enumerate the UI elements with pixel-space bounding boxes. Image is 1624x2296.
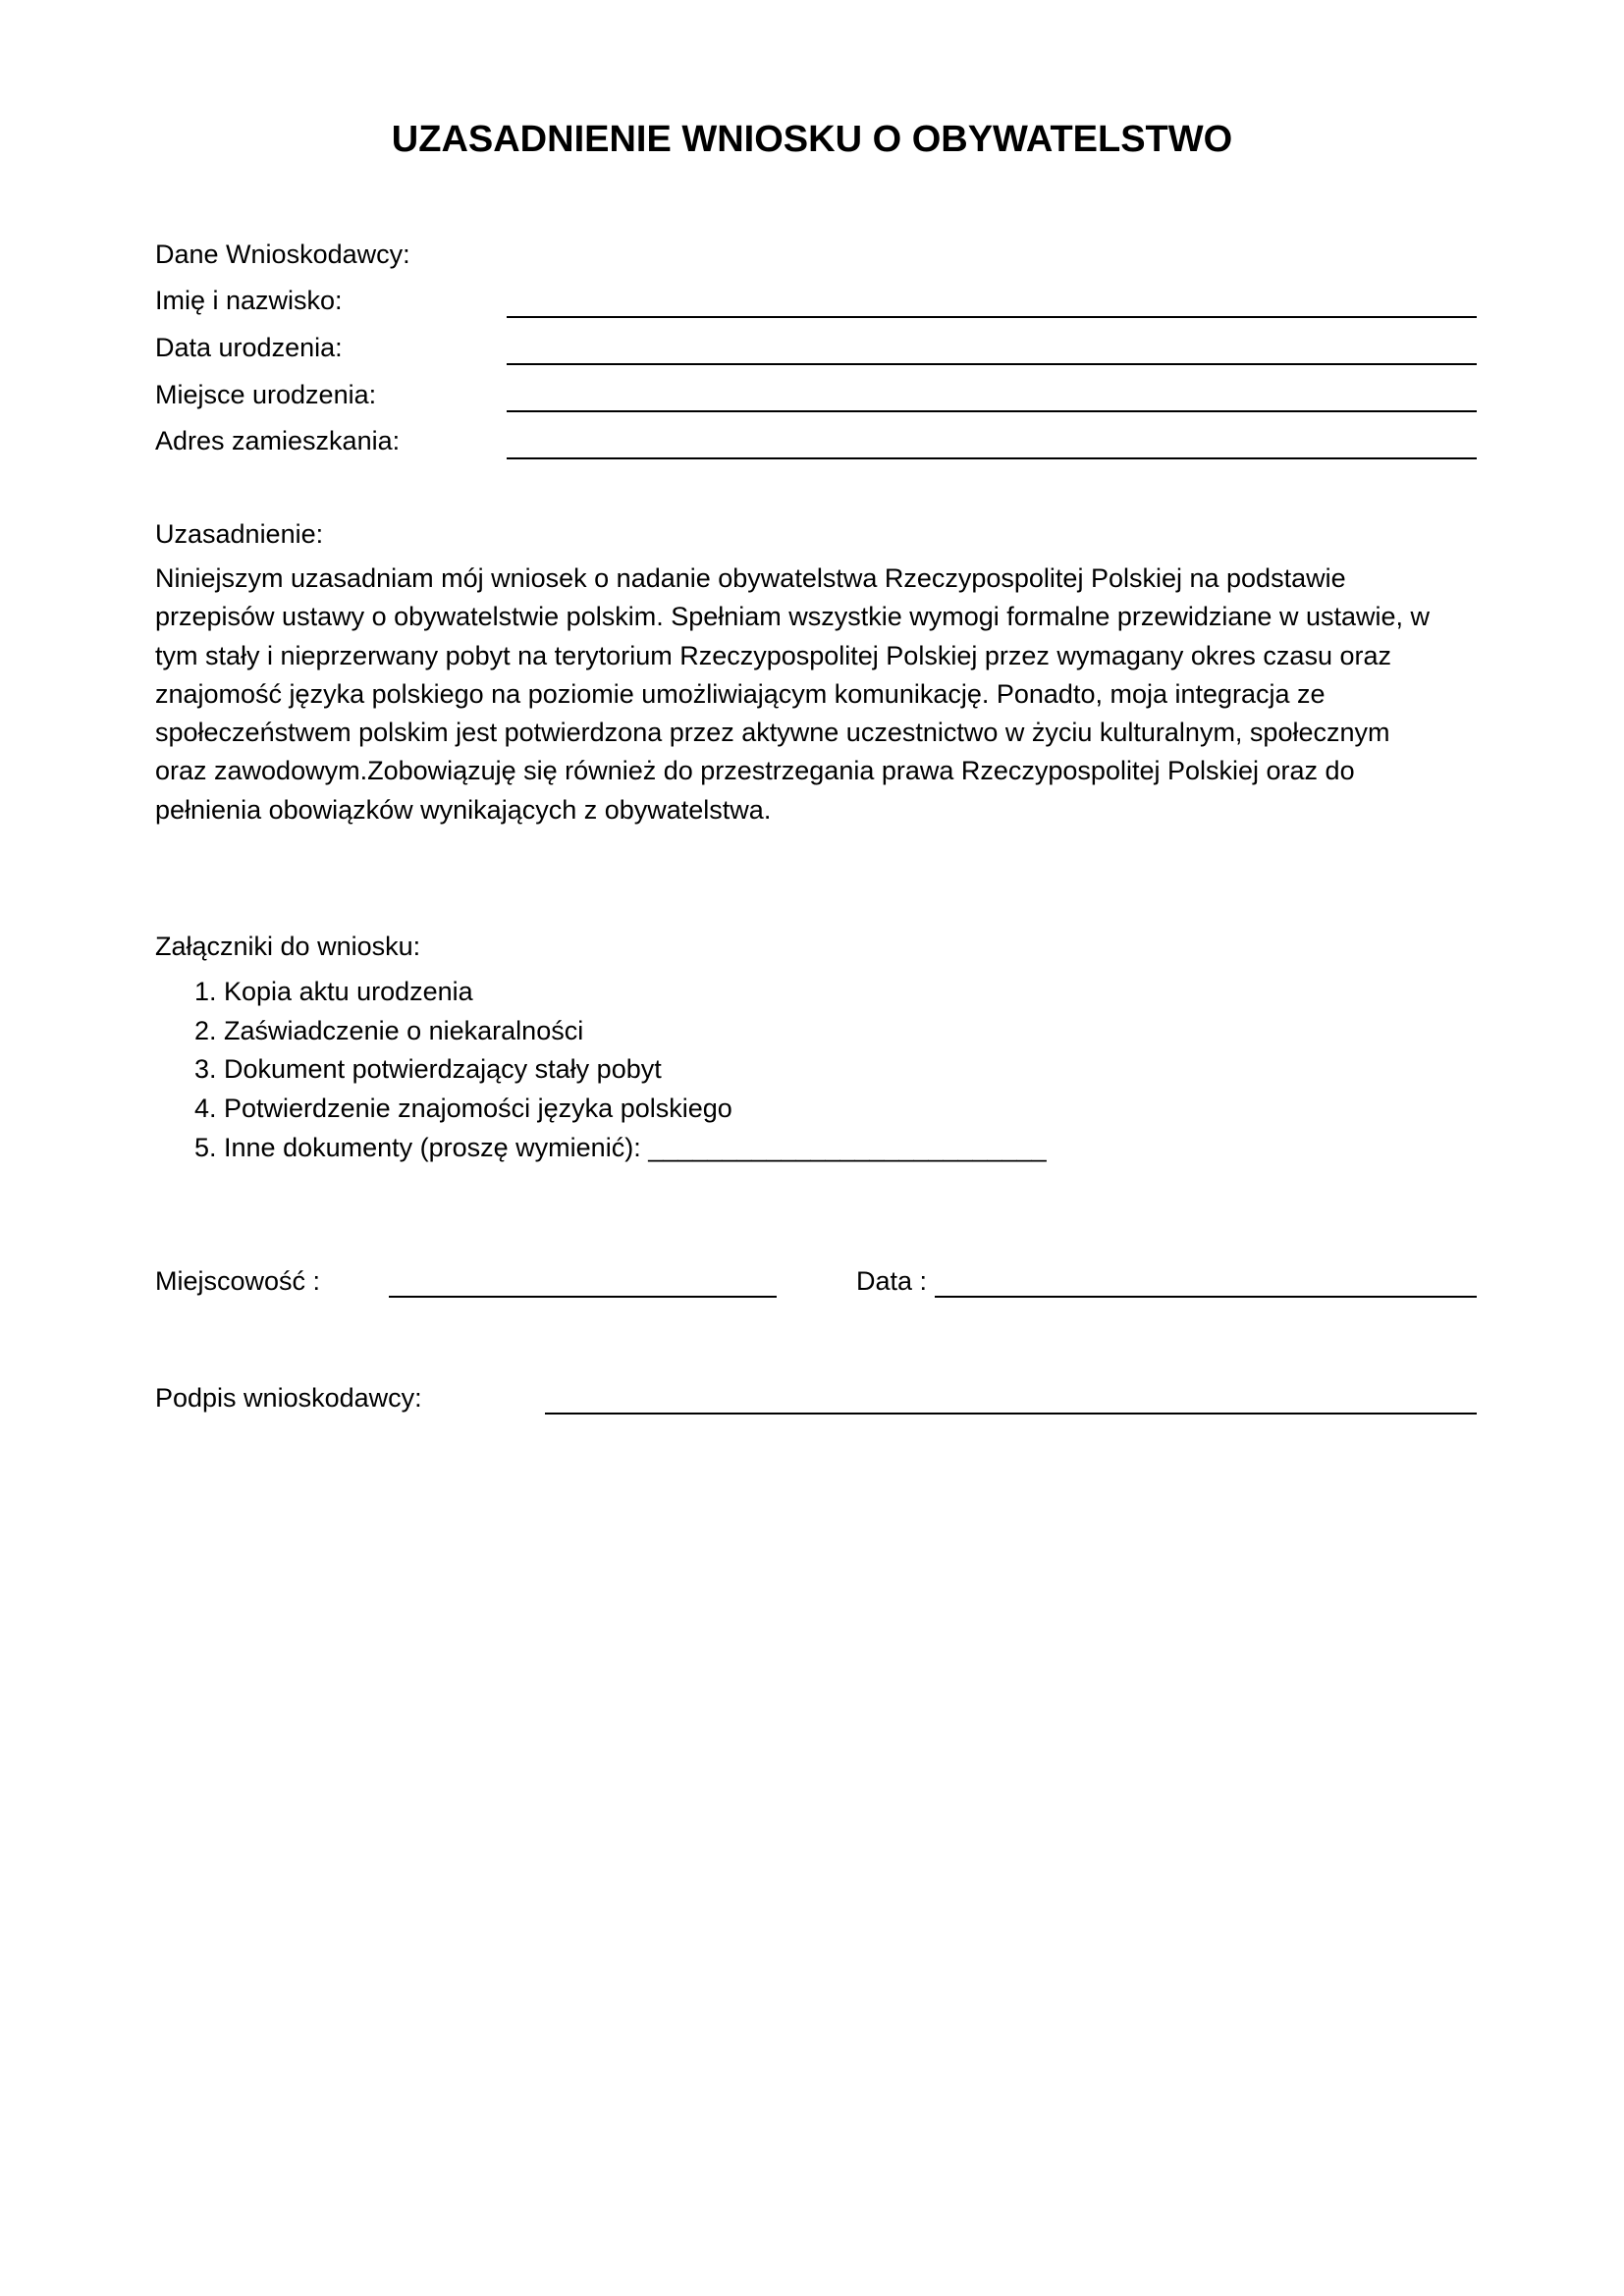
full-name-field[interactable] (507, 316, 1477, 318)
justification-label: Uzasadnienie: (155, 519, 324, 549)
attachment-item: 2. Zaświadczenie o niekaralności (194, 1016, 584, 1045)
birth-date-label: Data urodzenia: (155, 333, 343, 362)
date-label: Data : (856, 1266, 928, 1296)
birth-date-field[interactable] (507, 363, 1477, 365)
address-label: Adres zamieszkania: (155, 426, 401, 455)
full-name-label: Imię i nazwisko: (155, 286, 343, 315)
place-field[interactable] (389, 1296, 777, 1298)
signature-field[interactable] (545, 1413, 1477, 1415)
page-title: UZASADNIENIE WNIOSKU O OBYWATELSTWO (391, 119, 1233, 160)
attachment-item: 1. Kopia aktu urodzenia (194, 977, 473, 1006)
justification-line: społeczeństwem polskim jest potwierdzona przez aktywne uczestnictwo w życiu kulturalnym, społecznym (155, 718, 1390, 748)
attachment-item: 4. Potwierdzenie znajomości języka polskiego (194, 1094, 732, 1123)
place-label: Miejscowość : (155, 1266, 321, 1296)
justification-line: znajomość języka polskiego na poziomie umożliwiającym komunikację. Ponadto, moja integracja ze (155, 678, 1326, 709)
date-field[interactable] (935, 1296, 1477, 1298)
justification-line: pełnienia obowiązków wynikających z obywatelstwa. (155, 794, 772, 825)
justification-paragraph (155, 560, 1481, 829)
birth-place-field[interactable] (507, 410, 1477, 412)
signature-label: Podpis wnioskodawcy: (155, 1383, 422, 1413)
attachment-item: 3. Dokument potwierdzający stały pobyt (194, 1054, 662, 1084)
justification-line: Niniejszym uzasadniam mój wniosek o nadanie obywatelstwa Rzeczypospolitej Polskiej na podstawie (155, 563, 1346, 593)
justification-line: oraz zawodowym.Zobowiązuję się również do przestrzegania prawa Rzeczypospolitej Polskiej oraz do (155, 756, 1355, 786)
attachments-label: Załączniki do wniosku: (155, 932, 421, 961)
attachment-item-other[interactable]: 5. Inne dokumenty (proszę wymienić): ___________________________ (194, 1133, 1047, 1162)
justification-line: tym stały i nieprzerwany pobyt na terytorium Rzeczypospolitej Polskiej przez wymagany okres czasu oraz (155, 640, 1391, 670)
address-field[interactable] (507, 457, 1477, 459)
justification-line: przepisów ustawy o obywatelstwie polskim. Spełniam wszystkie wymogi formalne przewidziane w ustawie, w (155, 602, 1430, 632)
applicant-section-label: Dane Wnioskodawcy: (155, 240, 410, 269)
birth-place-label: Miejsce urodzenia: (155, 380, 377, 409)
